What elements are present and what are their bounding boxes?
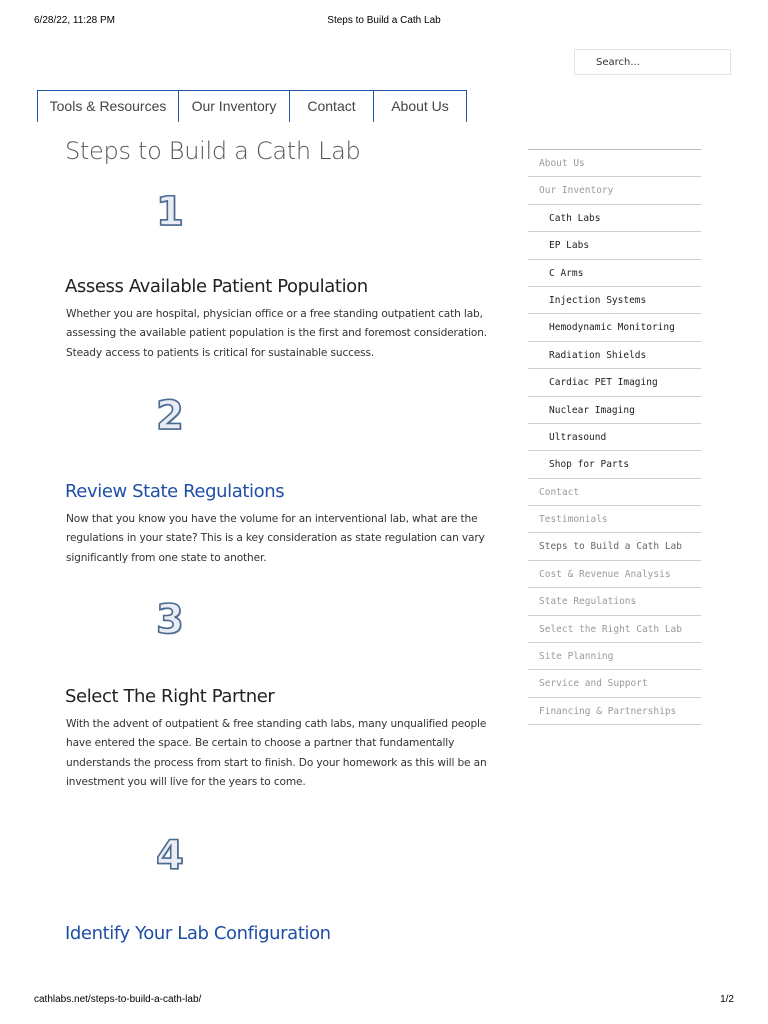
sidebar-item-cardiac-pet-imaging[interactable]: Cardiac PET Imaging [528, 369, 701, 396]
step-heading-2[interactable]: Review State Regulations [65, 481, 285, 502]
step-number-1: 1 [156, 189, 184, 235]
sidebar-menu [528, 149, 701, 725]
step-body-2: Now that you know you have the volume for an interventional lab, what are the regulations in your state? This is a key consideration as state regulation can vary significantly from one state to another. [66, 513, 485, 564]
step-heading-3: Select The Right Partner [65, 686, 275, 707]
print-url: cathlabs.net/steps-to-build-a-cath-lab/ [34, 994, 202, 1005]
sidebar-item-ultrasound[interactable]: Ultrasound [528, 424, 701, 451]
print-date: 6/28/22, 11:28 PM [34, 15, 115, 26]
sidebar-item-contact[interactable]: Contact [528, 479, 701, 506]
search-input[interactable] [574, 49, 731, 75]
page-title: Steps to Build a Cath Lab [65, 137, 361, 165]
step-body-3: With the advent of outpatient & free standing cath labs, many unqualified people have entered the space. Be certain to choose a partner that fundamentally understands the process from start to finish. Do your homework as this will be an investment you will live for the years to come. [66, 718, 487, 788]
sidebar-item-injection-systems[interactable]: Injection Systems [528, 287, 701, 314]
sidebar-item-site-planning[interactable]: Site Planning [528, 643, 701, 670]
step-heading-1: Assess Available Patient Population [65, 276, 368, 297]
nav-about-us[interactable]: About Us [373, 91, 467, 122]
sidebar-item-about-us[interactable]: About Us [528, 150, 701, 177]
print-header [0, 15, 768, 31]
sidebar-item-financing-partnerships[interactable]: Financing & Partnerships [528, 698, 701, 725]
step-heading-4[interactable]: Identify Your Lab Configuration [65, 923, 331, 944]
sidebar-item-shop-for-parts[interactable]: Shop for Parts [528, 451, 701, 478]
step-number-3: 3 [156, 597, 184, 643]
sidebar-item-radiation-shields[interactable]: Radiation Shields [528, 342, 701, 369]
sidebar-item-nuclear-imaging[interactable]: Nuclear Imaging [528, 397, 701, 424]
sidebar-item-service-support[interactable]: Service and Support [528, 670, 701, 697]
sidebar-item-cost-revenue[interactable]: Cost & Revenue Analysis [528, 561, 701, 588]
step-number-4: 4 [156, 833, 184, 879]
step-body-1: Whether you are hospital, physician office or a free standing outpatient cath lab, assessing the available patient population is the first and foremost consideration. Steady access to patients is critical for sustainable success. [66, 308, 488, 359]
sidebar-item-select-right-cath-lab[interactable]: Select the Right Cath Lab [528, 616, 701, 643]
print-footer [0, 994, 768, 1010]
nav-tools-resources[interactable]: Tools & Resources [37, 91, 178, 122]
nav-our-inventory[interactable]: Our Inventory [178, 91, 289, 122]
sidebar-item-c-arms[interactable]: C Arms [528, 260, 701, 287]
print-page-number: 1/2 [720, 994, 734, 1005]
sidebar-item-state-regulations[interactable]: State Regulations [528, 588, 701, 615]
nav-contact[interactable]: Contact [289, 91, 373, 122]
print-page-title: Steps to Build a Cath Lab [327, 15, 441, 26]
sidebar-item-steps-to-build[interactable]: Steps to Build a Cath Lab [528, 533, 701, 560]
sidebar-item-cath-labs[interactable]: Cath Labs [528, 205, 701, 232]
sidebar-item-hemodynamic-monitoring[interactable]: Hemodynamic Monitoring [528, 314, 701, 341]
sidebar-item-ep-labs[interactable]: EP Labs [528, 232, 701, 259]
step-number-2: 2 [156, 393, 184, 439]
main-nav [37, 90, 467, 123]
sidebar-item-our-inventory[interactable]: Our Inventory [528, 177, 701, 204]
sidebar-item-testimonials[interactable]: Testimonials [528, 506, 701, 533]
